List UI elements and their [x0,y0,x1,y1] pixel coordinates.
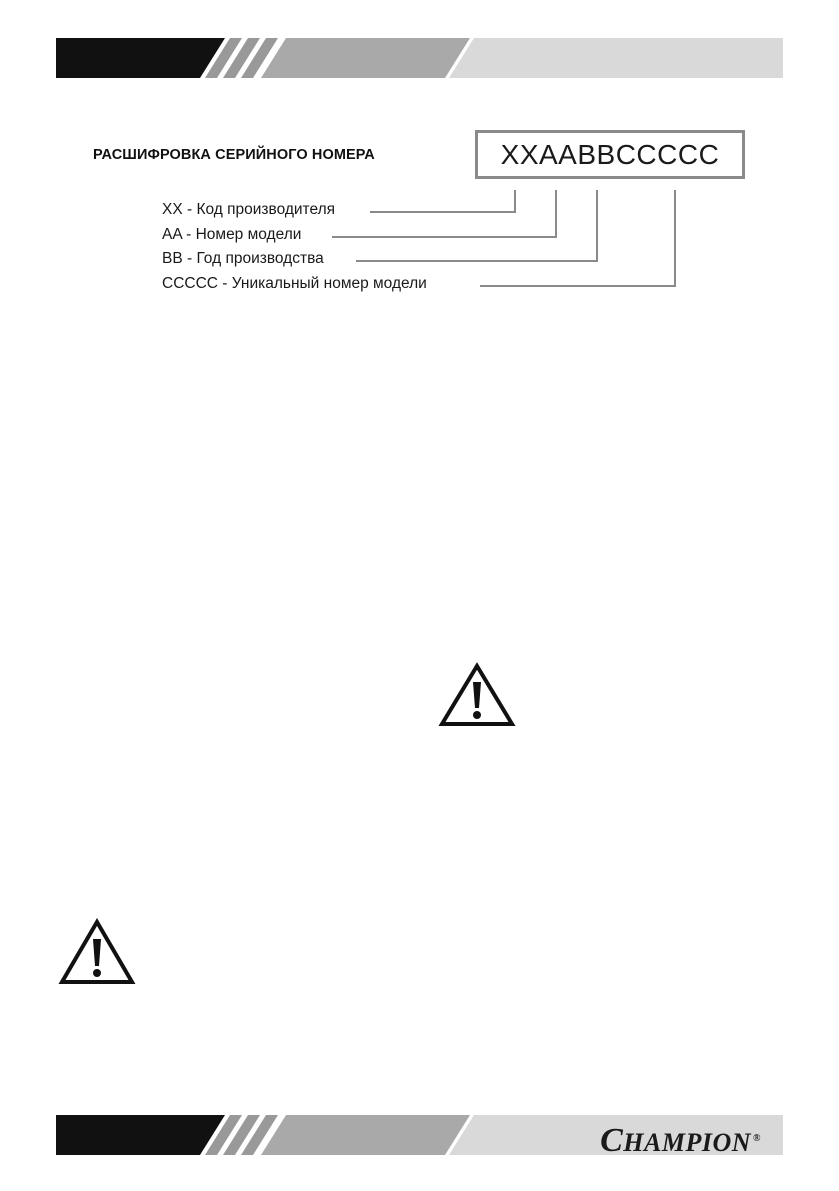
registered-mark: ® [753,1133,761,1145]
legend-connector-lines [0,0,839,400]
brand-name: HAMPION [623,1128,752,1157]
legend-item-model-number: AA - Номер модели [162,226,307,244]
legend-item-manufacturer-code: XX - Код производителя [162,201,341,219]
serial-number-template-box: XXAABBCCCCC [475,130,745,179]
champion-logo [600,1122,761,1160]
serial-number-heading: РАСШИФРОВКА СЕРИЙНОГО НОМЕРА [93,147,375,163]
legend-item-production-year: BB - Год производства [162,250,330,268]
warning-triangle-icon [58,918,136,986]
warning-triangle-icon [438,662,516,728]
legend-item-unique-model-number: CCCCC - Уникальный номер модели [162,275,433,293]
brand-initial: C [600,1122,624,1159]
